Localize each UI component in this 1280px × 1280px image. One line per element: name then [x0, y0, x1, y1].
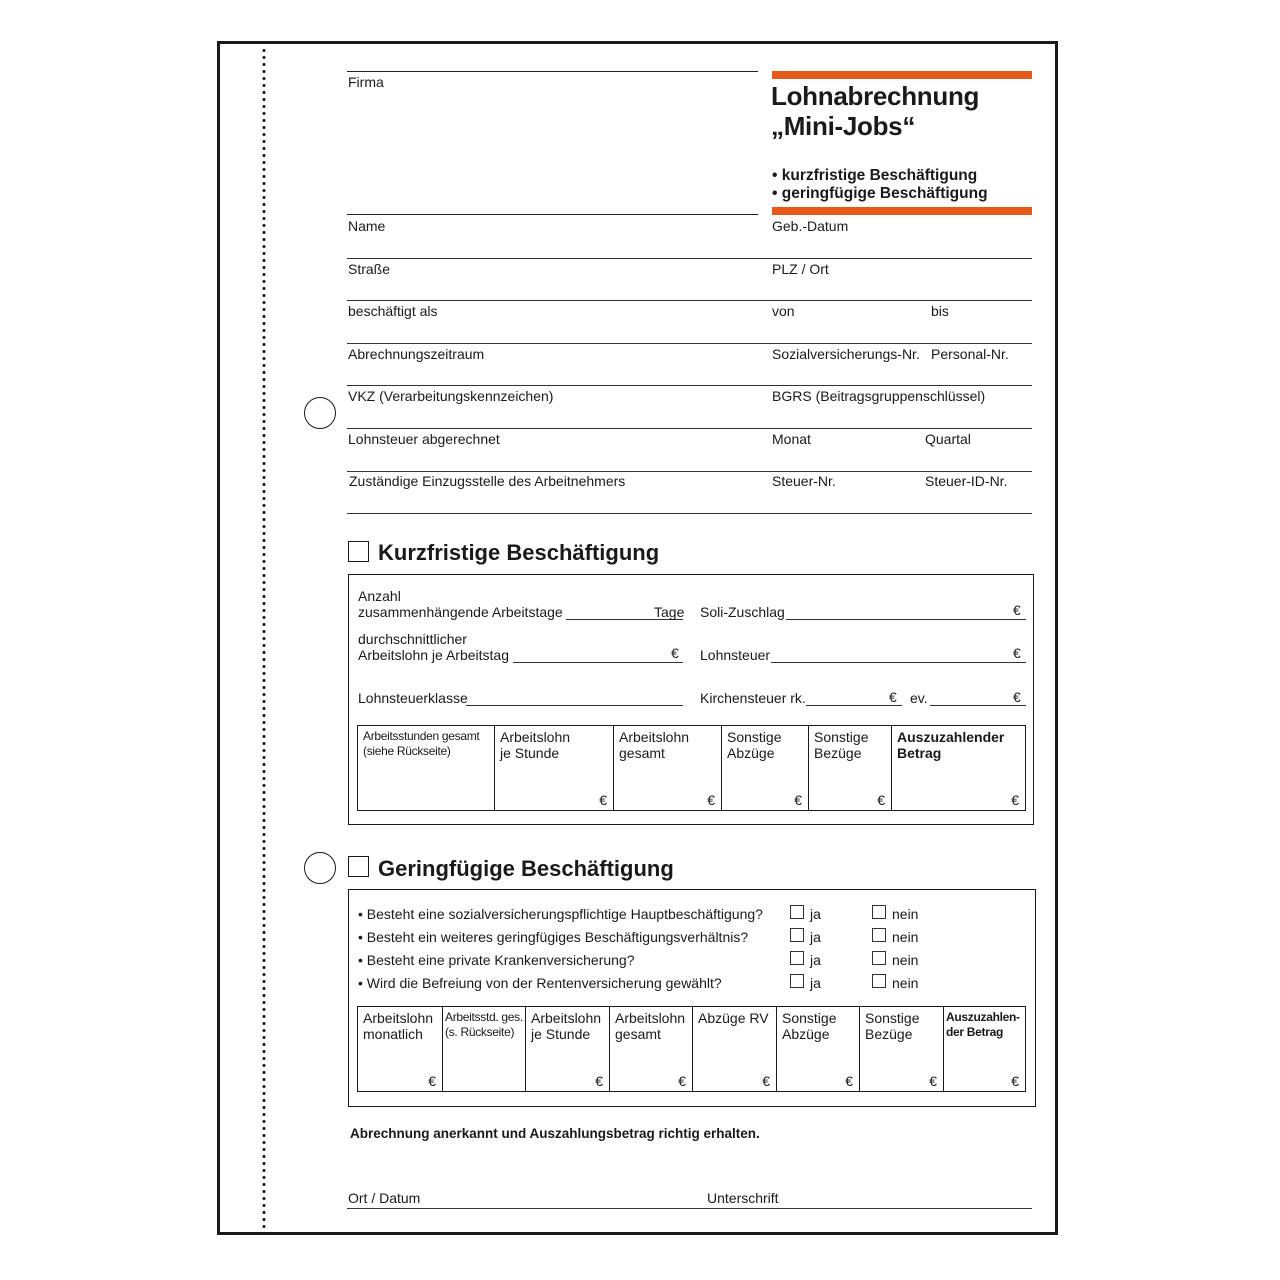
soli-field-line[interactable] — [786, 619, 1026, 620]
table-cell[interactable] — [721, 726, 808, 810]
geringfuegig-table — [357, 1006, 1026, 1092]
question-1-ja-checkbox[interactable] — [790, 905, 804, 919]
confirmation-text: Abrechnung anerkannt und Auszahlungsbetrag richtig erhalten. — [350, 1126, 760, 1141]
table-cell[interactable] — [776, 1007, 859, 1091]
column-euro: € — [929, 1073, 937, 1089]
column-header: Auszuzahlen- der Betrag — [946, 1010, 1020, 1039]
geringfuegig-title: Geringfügige Beschäftigung — [378, 856, 674, 881]
question-4-ja-checkbox[interactable] — [790, 974, 804, 988]
lohnsteuer-abgerechnet-label: Lohnsteuer abgerechnet — [348, 431, 500, 447]
lohnsteuer-field-line[interactable] — [347, 471, 1032, 472]
question-4: • Wird die Befreiung von der Rentenversicherung gewählt? — [358, 975, 722, 991]
column-header: Arbeitslohn je Stunde — [531, 1010, 602, 1042]
kurzfristig-title: Kurzfristige Beschäftigung — [378, 540, 660, 565]
vkz-label: VKZ (Verarbeitungskennzeichen) — [348, 388, 554, 404]
nein-label: nein — [892, 975, 919, 991]
von-label: von — [772, 303, 795, 319]
soli-label: Soli-Zuschlag — [700, 604, 785, 620]
firma-label: Firma — [348, 74, 384, 90]
lohnsteuer-field-line-k[interactable] — [771, 662, 1026, 663]
ev-label: ev. — [910, 690, 928, 706]
column-header: Abzüge RV — [698, 1010, 769, 1026]
table-cell[interactable] — [859, 1007, 943, 1091]
abrechnung-field-line[interactable] — [347, 385, 1032, 386]
table-cell[interactable] — [613, 726, 721, 810]
column-euro: € — [428, 1073, 436, 1089]
lohnsteuer-label: Lohnsteuer — [700, 647, 771, 663]
strasse-label: Straße — [348, 261, 391, 277]
monat-label: Monat — [772, 431, 811, 447]
name-field-line[interactable] — [347, 258, 1032, 259]
table-cell[interactable] — [808, 726, 891, 810]
bgrs-label: BGRS (Beitragsgruppenschlüssel) — [772, 388, 986, 404]
anzahl-label-2: zusammenhängende Arbeitstage — [358, 604, 563, 620]
question-3-nein-checkbox[interactable] — [872, 951, 886, 965]
lohnsteuerklasse-label: Lohnsteuerklasse — [358, 690, 468, 706]
name-label: Name — [348, 218, 386, 234]
column-header: Sonstige Bezüge — [865, 1010, 920, 1042]
column-euro: € — [845, 1073, 853, 1089]
column-header: Arbeitslohn gesamt — [619, 729, 690, 761]
ort-datum-label: Ort / Datum — [348, 1190, 421, 1206]
sv-nr-label: Sozialversicherungs-Nr. — [772, 346, 920, 362]
strasse-field-line[interactable] — [347, 300, 1032, 301]
kirchensteuer-ev-euro: € — [1013, 689, 1021, 705]
tage-label: Tage — [654, 604, 685, 620]
form-title-line2: „Mini-Jobs“ — [771, 111, 916, 141]
subtitle-bullet-2: • geringfügige Beschäftigung — [772, 185, 988, 202]
column-euro: € — [762, 1073, 770, 1089]
durchschn-label-2: Arbeitslohn je Arbeitstag — [358, 647, 509, 663]
bis-label: bis — [931, 303, 949, 319]
firma-bottom-line — [347, 214, 758, 215]
kirchensteuer-ev-field-line[interactable] — [930, 705, 1026, 706]
table-cell[interactable] — [525, 1007, 609, 1091]
nein-label: nein — [892, 929, 919, 945]
column-header: Auszuzahlender Betrag — [897, 729, 1005, 761]
column-euro: € — [707, 792, 715, 808]
question-2: • Besteht ein weiteres geringfügiges Beschäftigungsverhältnis? — [358, 929, 749, 945]
subtitle-bullet-1: • kurzfristige Beschäftigung — [772, 167, 978, 184]
kirchensteuer-label: Kirchensteuer rk. — [700, 690, 806, 706]
durchschn-label-1: durchschnittlicher — [358, 631, 467, 647]
table-cell[interactable] — [494, 726, 613, 810]
table-cell[interactable] — [358, 726, 494, 810]
question-3: • Besteht eine private Krankenversicherung? — [358, 952, 635, 968]
accent-bar-bottom — [772, 207, 1032, 215]
column-header: Sonstige Abzüge — [782, 1010, 837, 1042]
column-header: Arbeitslohn gesamt — [615, 1010, 686, 1042]
table-cell[interactable] — [692, 1007, 776, 1091]
kurzfristig-table — [357, 725, 1026, 811]
column-euro: € — [595, 1073, 603, 1089]
column-euro: € — [599, 792, 607, 808]
geringfuegig-checkbox[interactable] — [348, 856, 369, 877]
column-euro: € — [1011, 1073, 1019, 1089]
punch-hole-top — [304, 397, 336, 429]
column-header: Arbeitsstd. ges. (s. Rückseite) — [445, 1010, 523, 1039]
table-cell[interactable] — [943, 1007, 1025, 1091]
nein-label: nein — [892, 906, 919, 922]
question-2-ja-checkbox[interactable] — [790, 928, 804, 942]
lohnsteuerklasse-field-line[interactable] — [466, 705, 683, 706]
accent-bar-top — [772, 71, 1032, 79]
einzugsstelle-label: Zuständige Einzugsstelle des Arbeitnehmers — [349, 473, 626, 489]
nein-label: nein — [892, 952, 919, 968]
kurzfristig-checkbox[interactable] — [348, 541, 369, 562]
vkz-field-line[interactable] — [347, 428, 1032, 429]
steuer-id-label: Steuer-ID-Nr. — [925, 473, 1008, 489]
question-4-nein-checkbox[interactable] — [872, 974, 886, 988]
geb-datum-label: Geb.-Datum — [772, 218, 849, 234]
column-euro: € — [794, 792, 802, 808]
beschaeftigt-als-label: beschäftigt als — [348, 303, 438, 319]
punch-hole-bottom — [304, 852, 336, 884]
question-3-ja-checkbox[interactable] — [790, 951, 804, 965]
ja-label: ja — [810, 906, 821, 922]
column-euro: € — [1011, 792, 1019, 808]
question-1: • Besteht eine sozialversicherungspflichtige Hauptbeschäftigung? — [358, 906, 763, 922]
table-cell[interactable] — [609, 1007, 692, 1091]
question-1-nein-checkbox[interactable] — [872, 905, 886, 919]
anzahl-label-1: Anzahl — [358, 588, 401, 604]
lohnsteuer-euro: € — [1013, 645, 1021, 661]
column-header: Sonstige Abzüge — [727, 729, 782, 761]
plz-ort-label: PLZ / Ort — [772, 261, 829, 277]
signature-line[interactable] — [347, 1208, 1032, 1209]
soli-euro: € — [1013, 602, 1021, 618]
personal-nr-label: Personal-Nr. — [931, 346, 1009, 362]
perforation-line — [262, 47, 266, 1233]
column-header: Arbeitslohn monatlich — [363, 1010, 434, 1042]
kirchensteuer-rk-euro: € — [889, 689, 897, 705]
kirchensteuer-rk-field-line[interactable] — [806, 705, 902, 706]
ja-label: ja — [810, 929, 821, 945]
column-euro: € — [877, 792, 885, 808]
steuer-nr-label: Steuer-Nr. — [772, 473, 836, 489]
unterschrift-label: Unterschrift — [707, 1190, 779, 1206]
column-euro: € — [678, 1073, 686, 1089]
column-header: Sonstige Bezüge — [814, 729, 869, 761]
ja-label: ja — [810, 975, 821, 991]
abrechnungszeitraum-label: Abrechnungszeitraum — [348, 346, 485, 362]
ja-label: ja — [810, 952, 821, 968]
quartal-label: Quartal — [925, 431, 971, 447]
firma-top-line — [347, 71, 758, 72]
question-2-nein-checkbox[interactable] — [872, 928, 886, 942]
table-cell[interactable] — [891, 726, 1025, 810]
beschaeftigt-field-line[interactable] — [347, 343, 1032, 344]
durchschn-euro: € — [671, 645, 679, 661]
einzugsstelle-field-line[interactable] — [347, 513, 1032, 514]
column-header: Arbeitslohn je Stunde — [500, 729, 571, 761]
form-title-line1: Lohnabrechnung — [771, 81, 980, 111]
table-cell[interactable] — [358, 1007, 442, 1091]
durchschn-field-line[interactable] — [513, 662, 683, 663]
column-header: Arbeitsstunden gesamt (siehe Rückseite) — [363, 729, 480, 758]
table-cell[interactable] — [442, 1007, 525, 1091]
